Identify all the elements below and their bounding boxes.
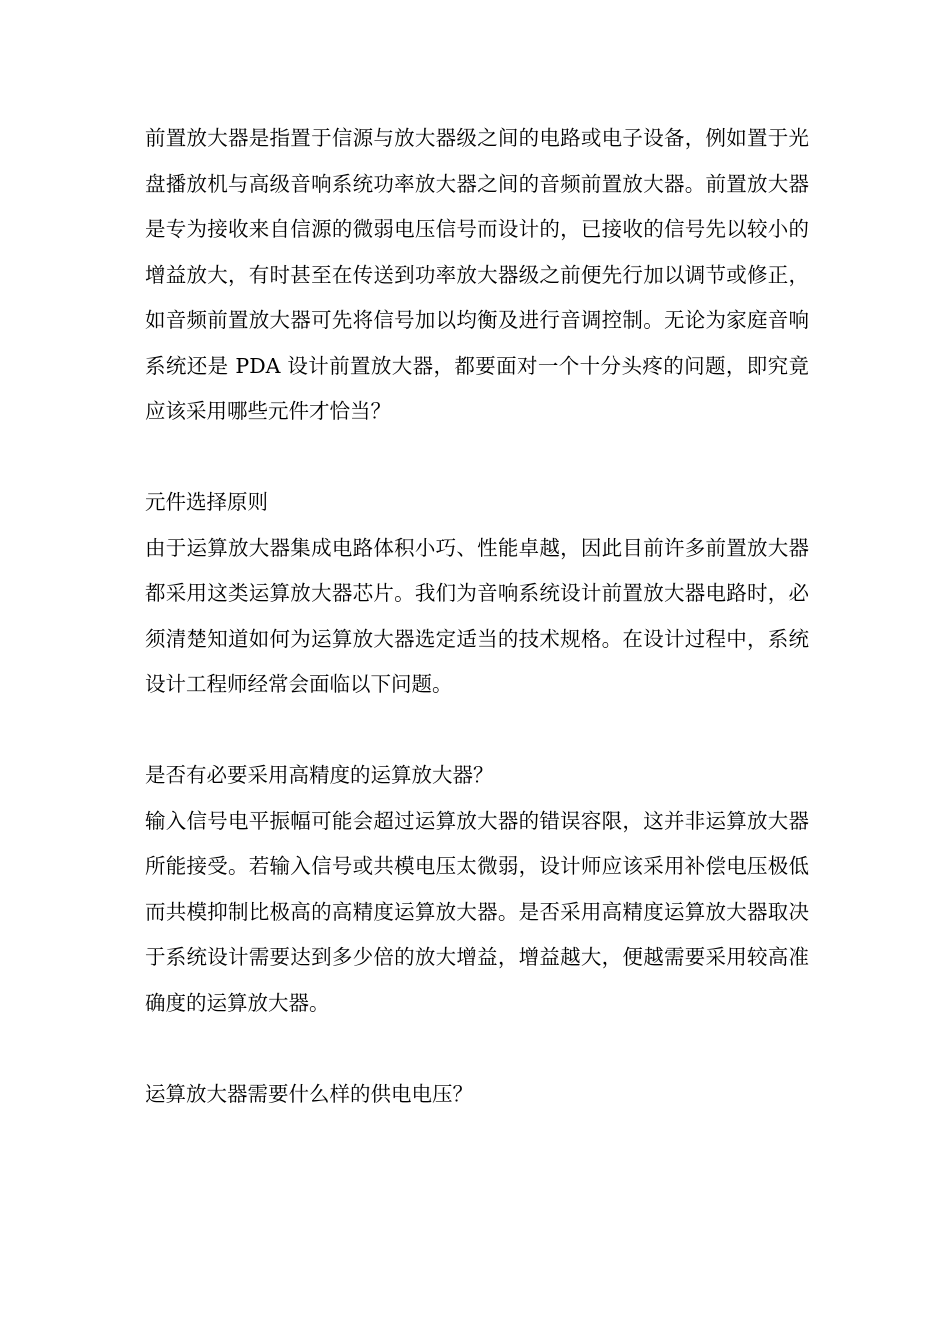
document-body xyxy=(145,116,809,1117)
paragraph-spacer xyxy=(145,708,809,754)
section-body-precision-opamp: 输入信号电平振幅可能会超过运算放大器的错误容限，这并非运算放大器所能接受。若输入信号或共模电压太微弱，设计师应该采用补偿电压极低而共模抑制比极高的高精度运算放大器。是否采用高精度运算放大器取决于系统设计需要达到多少倍的放大增益，增益越大，便越需要采用较高准确度的运算放大器。 xyxy=(145,808,809,1015)
section-heading-precision-opamp: 是否有必要采用高精度的运算放大器？ xyxy=(145,763,494,787)
paragraph-spacer xyxy=(145,435,809,481)
paragraph-spacer xyxy=(145,1026,809,1072)
section-heading-component-selection: 元件选择原则 xyxy=(145,490,268,514)
section-body-component-selection: 由于运算放大器集成电路体积小巧、性能卓越，因此目前许多前置放大器都采用这类运算放大器芯片。我们为音响系统设计前置放大器电路时，必须清楚知道如何为运算放大器选定适当的技术规格。在设计过程中，系统设计工程师经常会面临以下问题。 xyxy=(145,535,809,696)
section-heading-supply-voltage: 运算放大器需要什么样的供电电压？ xyxy=(145,1081,473,1106)
intro-paragraph: 前置放大器是指置于信源与放大器级之间的电路或电子设备，例如置于光盘播放机与高级音响系统功率放大器之间的音频前置放大器。前置放大器是专为接收来自信源的微弱电压信号而设计的，已接收的信号先以较小的增益放大，有时甚至在传送到功率放大器级之前便先行加以调节或修正，如音频前置放大器可先将信号加以均衡及进行音调控制。无论为家庭音响系统还是 PDA 设计前置放大器，都要面对一个十分头疼的问题，即究竟应该采用哪些元件才恰当？ xyxy=(145,126,809,423)
